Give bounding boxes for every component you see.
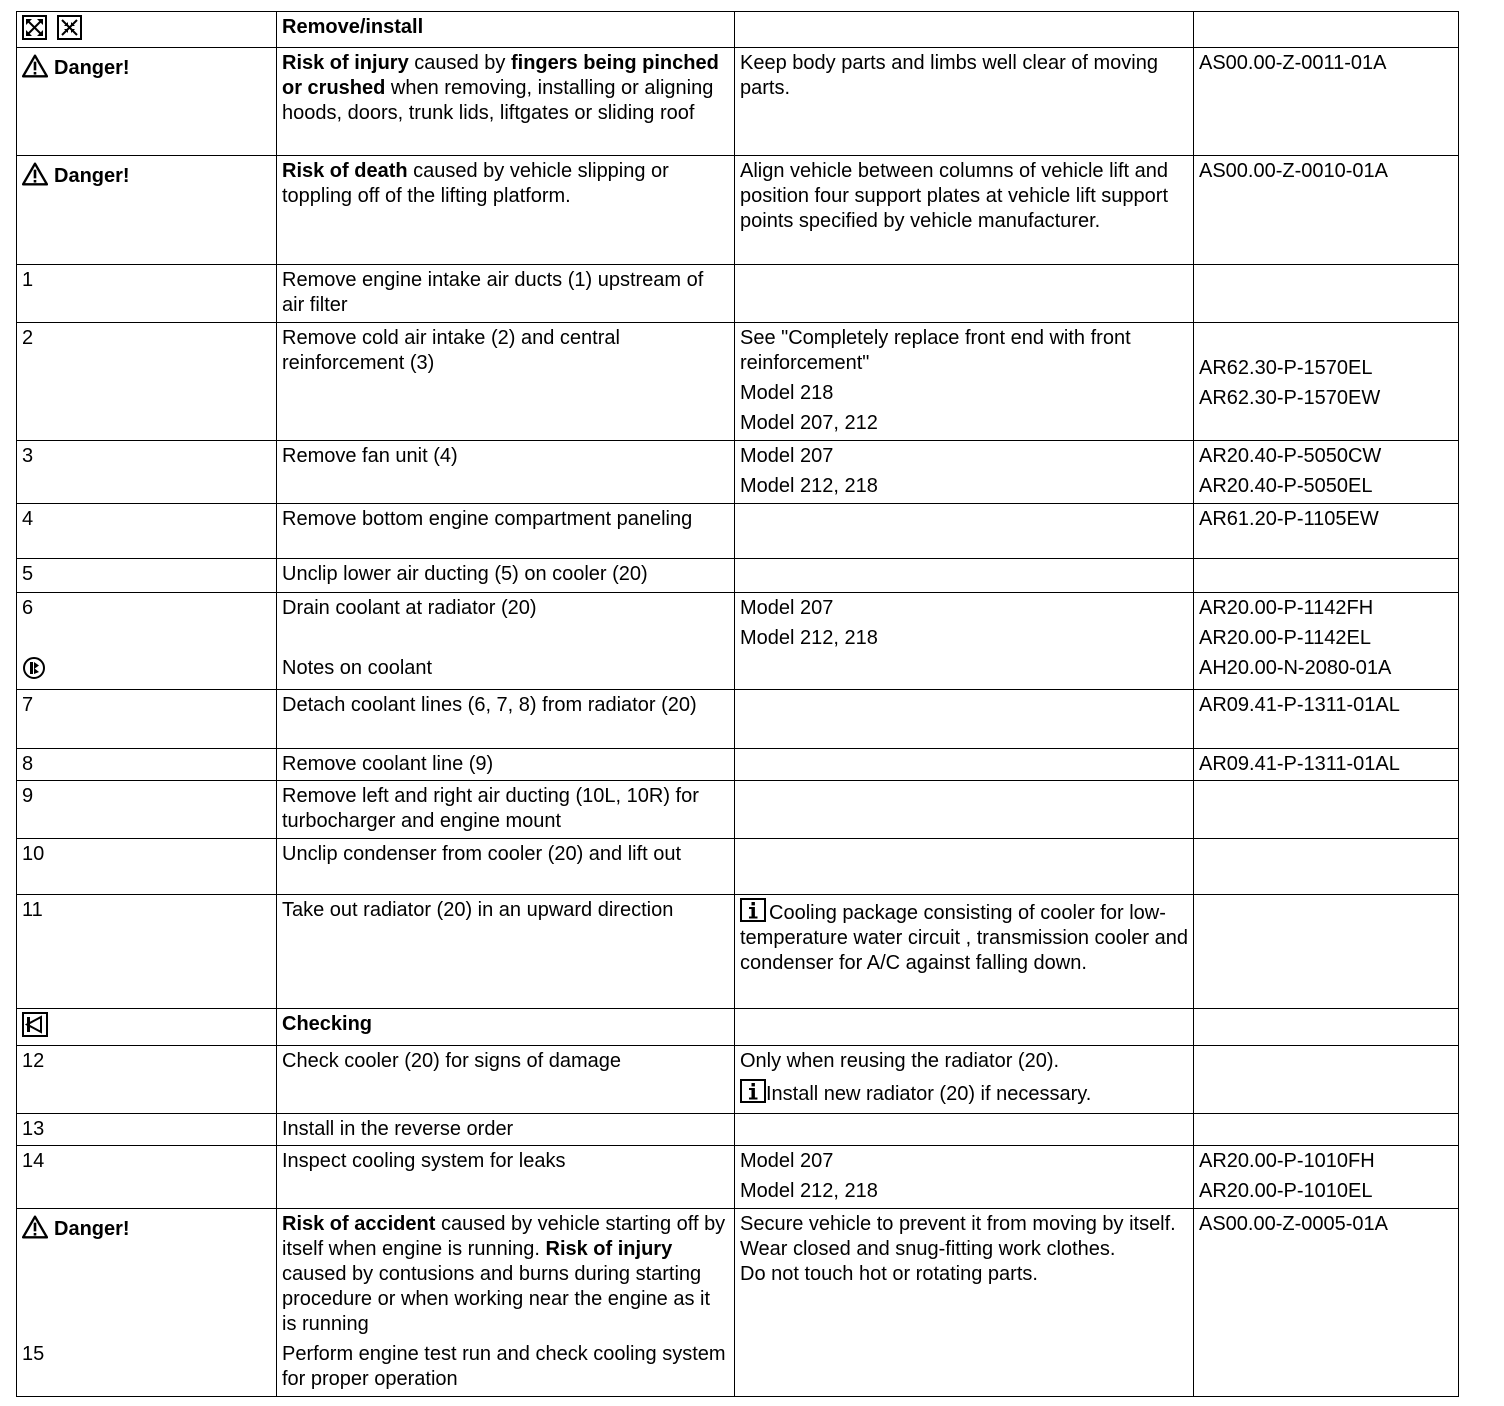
document-ref[interactable]: AS00.00-Z-0011-01A xyxy=(1194,48,1459,156)
step-number: 12 xyxy=(17,1046,277,1114)
table-row xyxy=(17,749,1459,781)
step-text: Perform engine test run and check cooling system for proper operation xyxy=(282,1343,726,1390)
step-text: Install in the reverse order xyxy=(277,1114,735,1146)
step-number: 10 xyxy=(17,839,277,895)
table-row xyxy=(17,1046,1459,1114)
step-details xyxy=(735,895,1194,1009)
step-text: Unclip condenser from cooler (20) and lift out xyxy=(277,839,735,895)
table-row xyxy=(17,1114,1459,1146)
step-text: Remove left and right air ducting (10L, 10R) for turbocharger and engine mount xyxy=(277,781,735,839)
header-icons-cell xyxy=(17,12,277,48)
step-number: 6 xyxy=(17,593,277,690)
info-icon xyxy=(740,1079,766,1103)
document-ref[interactable]: AS00.00-Z-0005-01A xyxy=(1194,1209,1459,1397)
checking-icon-cell xyxy=(17,1009,277,1046)
document-ref[interactable]: AR09.41-P-1311-01AL xyxy=(1194,749,1459,781)
step-text: Inspect cooling system for leaks xyxy=(277,1146,735,1209)
document-ref[interactable]: AR09.41-P-1311-01AL xyxy=(1194,690,1459,749)
model-label: Model 218 xyxy=(740,382,834,404)
step-number: 11 xyxy=(17,895,277,1009)
step-details xyxy=(735,1146,1194,1209)
document-ref[interactable]: AR20.40-P-5050EL xyxy=(1199,475,1373,497)
document-ref[interactable]: AS00.00-Z-0010-01A xyxy=(1194,156,1459,265)
section-title: Checking xyxy=(277,1009,735,1046)
step-number: 13 xyxy=(17,1114,277,1146)
step-number: 5 xyxy=(17,559,277,593)
step-details xyxy=(735,593,1194,690)
table-row xyxy=(17,441,1459,504)
document-ref[interactable]: AR20.00-P-1010EL xyxy=(1199,1180,1373,1202)
expand-icon[interactable] xyxy=(22,15,47,40)
danger-description: Risk of death caused by vehicle slipping or toppling off of the lifting platform. xyxy=(277,156,735,265)
step-note: See "Completely replace front end with front reinforcement" xyxy=(740,327,1131,374)
step-details xyxy=(735,323,1194,441)
danger-label: Danger! xyxy=(54,1218,130,1240)
procedure-table xyxy=(16,11,1459,1397)
step-text: Remove coolant line (9) xyxy=(277,749,735,781)
table-row xyxy=(17,895,1459,1009)
table-row xyxy=(17,265,1459,323)
model-label: Model 212, 218 xyxy=(740,627,878,649)
info-note: Install new radiator (20) if necessary. xyxy=(766,1083,1092,1105)
table-row xyxy=(17,781,1459,839)
document-ref[interactable]: AR20.00-P-1010FH xyxy=(1199,1150,1375,1172)
table-row xyxy=(17,1209,1459,1397)
step-number: 9 xyxy=(17,781,277,839)
step-number: 2 xyxy=(17,323,277,441)
document-ref[interactable]: AR61.20-P-1105EW xyxy=(1194,504,1459,559)
step-number: 1 xyxy=(17,265,277,323)
table-row xyxy=(17,690,1459,749)
step-number: 4 xyxy=(17,504,277,559)
step-text: Remove bottom engine compartment paneling xyxy=(277,504,735,559)
table-row xyxy=(17,839,1459,895)
table-row xyxy=(17,12,1459,48)
step-text: Check cooler (20) for signs of damage xyxy=(277,1046,735,1114)
table-row xyxy=(17,1009,1459,1046)
model-label: Model 212, 218 xyxy=(740,475,878,497)
step-details xyxy=(735,1046,1194,1114)
danger-cell xyxy=(17,48,277,156)
info-note: Cooling package consisting of cooler for low-temperature water circuit , transmission cooler and condenser for A/C against falling down. xyxy=(740,902,1188,974)
table-row xyxy=(17,593,1459,690)
table-row xyxy=(17,504,1459,559)
danger-cell xyxy=(17,156,277,265)
document-ref[interactable]: AR20.00-P-1142FH xyxy=(1199,597,1374,619)
step-details xyxy=(735,441,1194,504)
step-number: 15 xyxy=(22,1343,45,1365)
step-text: Remove fan unit (4) xyxy=(277,441,735,504)
model-label: Model 212, 218 xyxy=(740,1180,878,1202)
step-text: Remove cold air intake (2) and central reinforcement (3) xyxy=(277,323,735,441)
document-refs xyxy=(1194,323,1459,441)
step-number: 14 xyxy=(17,1146,277,1209)
notes-icon[interactable] xyxy=(22,656,46,680)
table-row xyxy=(17,323,1459,441)
step-number: 8 xyxy=(17,749,277,781)
document-refs xyxy=(1194,593,1459,690)
collapse-icon[interactable] xyxy=(57,15,82,40)
model-label: Model 207 xyxy=(740,1150,834,1172)
document-ref[interactable]: AH20.00-N-2080-01A xyxy=(1199,657,1392,679)
table-row xyxy=(17,156,1459,265)
danger-description: Risk of accident caused by vehicle starting off by itself when engine is running. Risk of injury caused by contusions and burns during starting procedure or when working near the engine as it is running Perform engine test run and check cooling system for proper operation xyxy=(277,1209,735,1397)
model-label: Model 207 xyxy=(740,445,834,467)
document-ref[interactable]: AR20.40-P-5050CW xyxy=(1199,445,1382,467)
table-row xyxy=(17,559,1459,593)
danger-label: Danger! xyxy=(54,57,130,79)
step-text: Drain coolant at radiator (20) Notes on coolant xyxy=(277,593,735,690)
step-note: Only when reusing the radiator (20). xyxy=(740,1050,1060,1072)
notes-link[interactable]: Notes on coolant xyxy=(282,657,433,679)
danger-measure: Keep body parts and limbs well clear of moving parts. xyxy=(735,48,1194,156)
step-text: Unclip lower air ducting (5) on cooler (20) xyxy=(277,559,735,593)
step-text: Remove engine intake air ducts (1) upstream of air filter xyxy=(277,265,735,323)
model-label: Model 207 xyxy=(740,597,834,619)
document-refs xyxy=(1194,441,1459,504)
step-number: 7 xyxy=(17,690,277,749)
document-ref[interactable]: AR62.30-P-1570EW xyxy=(1199,387,1381,409)
info-icon xyxy=(740,898,766,922)
danger-label: Danger! xyxy=(54,165,130,187)
step-text: Detach coolant lines (6, 7, 8) from radiator (20) xyxy=(277,690,735,749)
warning-icon xyxy=(22,1215,48,1239)
danger-measure: Secure vehicle to prevent it from moving by itself. Wear closed and snug-fitting work clothes. Do not touch hot or rotating parts. xyxy=(735,1209,1194,1397)
section-title: Remove/install xyxy=(277,12,735,48)
table-row xyxy=(17,1146,1459,1209)
document-refs xyxy=(1194,1146,1459,1209)
check-arrow-icon[interactable] xyxy=(22,1012,48,1037)
table-row xyxy=(17,48,1459,156)
danger-cell xyxy=(17,1209,277,1397)
step-number: 3 xyxy=(17,441,277,504)
document-ref[interactable]: AR20.00-P-1142EL xyxy=(1199,627,1371,649)
document-ref[interactable]: AR62.30-P-1570EL xyxy=(1199,357,1373,379)
warning-icon xyxy=(22,162,48,186)
danger-measure: Align vehicle between columns of vehicle lift and position four support plates at vehicle lift support points specified by vehicle manufacturer. xyxy=(735,156,1194,265)
danger-description: Risk of injury caused by fingers being pinched or crushed when removing, installing or aligning hoods, doors, trunk lids, liftgates or sliding roof xyxy=(277,48,735,156)
step-text: Take out radiator (20) in an upward direction xyxy=(277,895,735,1009)
warning-icon xyxy=(22,54,48,78)
model-label: Model 207, 212 xyxy=(740,412,878,434)
